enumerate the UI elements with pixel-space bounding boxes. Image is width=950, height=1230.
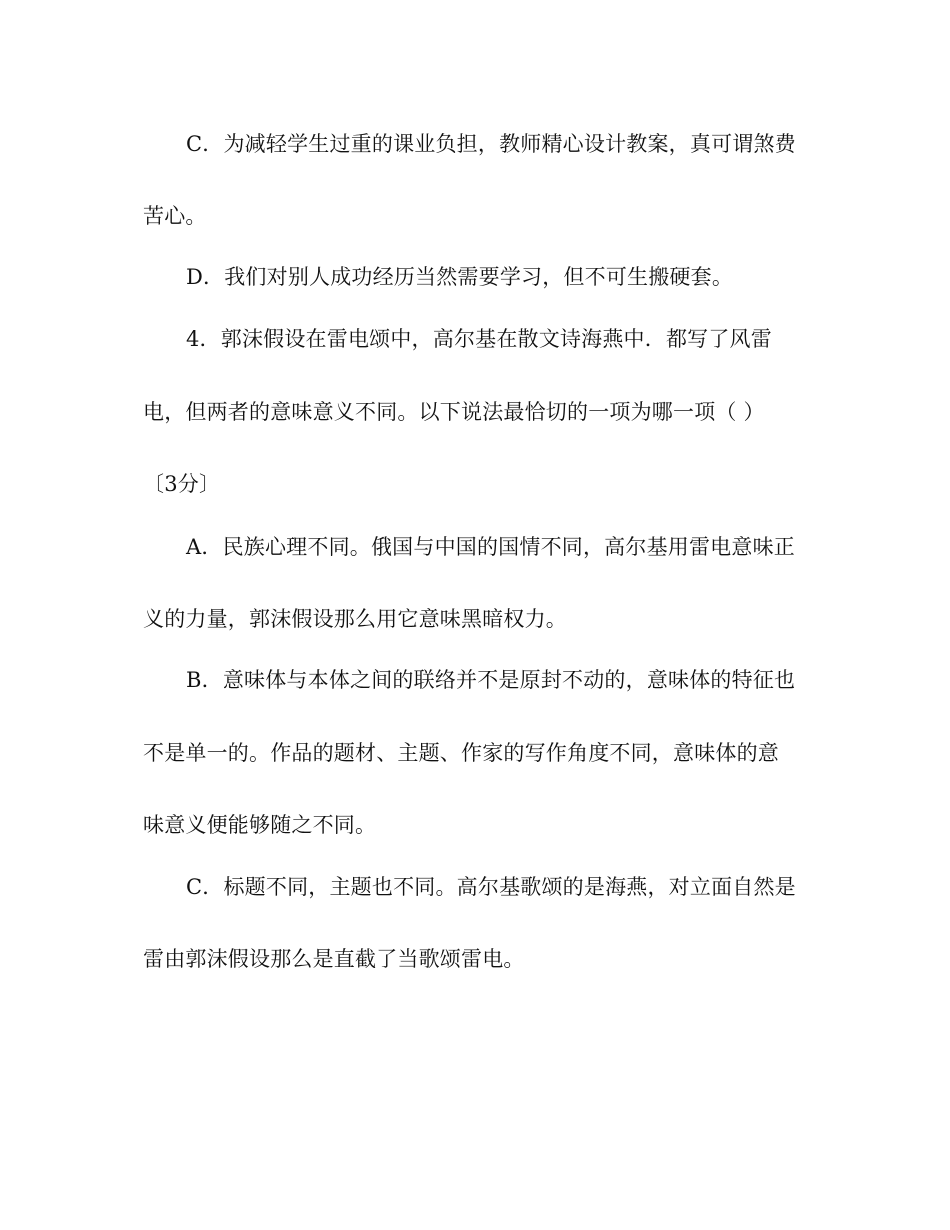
answer-b-line-3: 味意义便能够随之不同。 (143, 813, 377, 837)
option-c-line-1: C．为减轻学生过重的课业负担，教师精心设计教案，真可谓煞费 (186, 132, 796, 156)
answer-b-line-1: B．意味体与本体之间的联络并不是原封不动的，意味体的特征也 (186, 668, 796, 692)
option-c-line-2: 苦心。 (143, 204, 207, 228)
answer-a-line-2: 义的力量，郭沫假设那么用它意味黑暗权力。 (143, 607, 567, 631)
answer-c-line-2: 雷由郭沫假设那么是直截了当歌颂雷电。 (143, 947, 525, 971)
question-4-line-1: 4．郭沫假设在雷电颂中，高尔基在散文诗海燕中．都写了风雷 (186, 327, 772, 351)
question-4-score: 〔3分〕 (143, 472, 221, 496)
answer-c-line-1: C．标题不同，主题也不同。高尔基歌颂的是海燕，对立面自然是 (186, 875, 796, 899)
answer-a-line-1: A．民族心理不同。俄国与中国的国情不同，高尔基用雷电意味正 (186, 535, 795, 559)
question-4-line-2: 电，但两者的意味意义不同。以下说法最恰切的一项为哪一项（ ） (143, 400, 765, 424)
answer-b-line-2: 不是单一的。作品的题材、主题、作家的写作角度不同，意味体的意 (143, 741, 779, 765)
option-d-line: D．我们对别人成功经历当然需要学习，但不可生搬硬套。 (186, 265, 734, 289)
